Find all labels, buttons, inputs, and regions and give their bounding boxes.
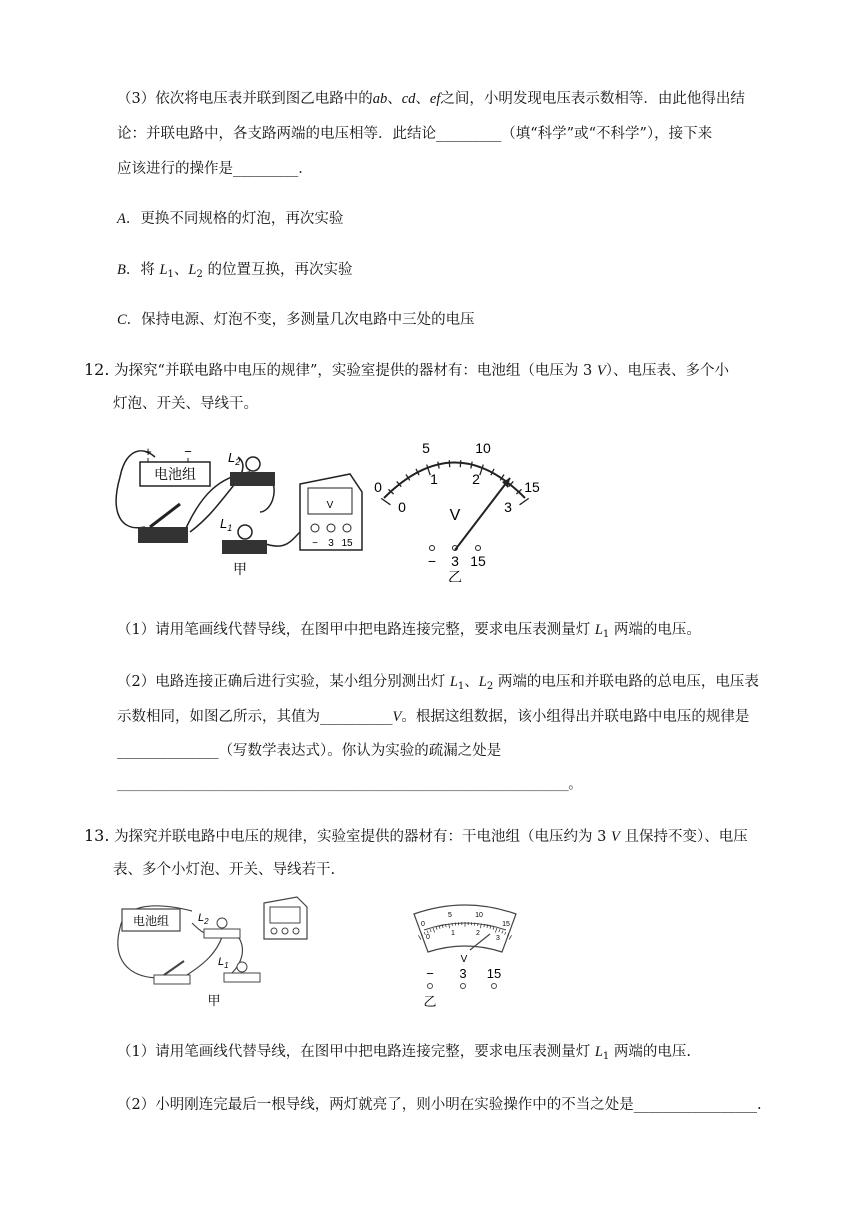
bulb-l1-label: $L_1$: [220, 516, 233, 533]
dial-arc: [384, 463, 525, 499]
option-b: B．将 $L_1$、$L_2$ 的位置互换，再次实验: [117, 262, 353, 280]
battery-minus: −: [184, 444, 192, 459]
terminal-15: 15: [486, 966, 502, 981]
lower-scale-3: 3: [504, 499, 512, 515]
battery-label: 电池组: [154, 466, 196, 482]
bulb-l2-label: $L_2$: [228, 450, 241, 467]
upper-scale-15: 15: [502, 921, 510, 928]
lower-scale-3: 3: [496, 935, 500, 942]
part3-line1: （3）依次将电压表并联到图乙电路中的ab、cd、ef之间，小明发现电压表示数相等．由此他得出结: [117, 91, 745, 107]
dial-letter: V: [449, 507, 461, 524]
switch-lever: [164, 961, 184, 975]
terminal: [327, 524, 335, 532]
terminal-15: 15: [470, 553, 486, 569]
dial-tick: [471, 462, 472, 469]
question-number: 12.: [84, 360, 110, 379]
dial-tick: [520, 498, 529, 504]
bulb-l1-label: $L_1$: [218, 956, 229, 970]
q13-sub1: （1）请用笔画线代替导线，在图甲中把电路连接完整，要求电压表测量灯 $L_1$ 两端的电压.: [117, 1044, 692, 1062]
terminal: [428, 984, 433, 989]
switch-base: [138, 527, 188, 543]
dial-tick: [509, 935, 512, 939]
wire: [118, 928, 160, 978]
lower-scale-1: 1: [451, 930, 455, 937]
bulb-l1: [238, 525, 252, 539]
upper-scale-5: 5: [448, 912, 452, 919]
lower-scale-2: 2: [472, 471, 480, 487]
terminal-3: 3: [328, 538, 334, 549]
option-a: A．更换不同规格的灯泡，再次实验: [117, 211, 344, 227]
terminal: [492, 984, 497, 989]
q12-sub2-line4: __________________________________________________________________________。: [117, 777, 582, 792]
q12-sub2-line3: ______________（写数学表达式）。你认为实验的疏漏之处是: [117, 743, 502, 759]
q12-circuit-figure: [110, 432, 370, 582]
terminal: [271, 928, 277, 934]
dial-tick: [381, 498, 390, 504]
dial-pointer: [455, 478, 510, 550]
figure-caption: 乙: [423, 994, 437, 1009]
q13-sub2: （2）小明刚连完最后一根导线，两灯就亮了，则小明在实验操作中的不当之处是_________________.: [117, 1097, 762, 1113]
q13-circuit-figure: [112, 893, 322, 1013]
part3-line2: 论：并联电路中，各支路两端的电压相等．此结论_________（填“科学”或“不科学”），接下来: [117, 126, 713, 142]
upper-scale-0: 0: [374, 479, 382, 495]
figure-caption: 甲: [207, 993, 221, 1008]
q12-line2: 灯泡、开关、导线干。: [113, 396, 258, 412]
voltmeter-letter: V: [326, 500, 334, 511]
terminal-15: 15: [341, 538, 353, 549]
lower-scale-0: 0: [398, 499, 406, 515]
voltmeter-dial: [270, 907, 300, 923]
terminal-minus: −: [426, 966, 434, 981]
lower-scale-2: 2: [476, 930, 480, 937]
battery-plus: +: [144, 444, 152, 459]
bulb-l2-label: $L_2$: [198, 912, 209, 926]
dial-letter: V: [460, 954, 468, 965]
switch-lever: [150, 504, 180, 527]
q12-meter-dial: [370, 432, 545, 582]
bulb-l2-base: [204, 929, 240, 938]
q12-sub2-line1: （2）电路连接正确后进行实验，某小组分别测出灯 $L_1$、$L_2$ 两端的电压和并联电路的总电压，电压表: [117, 674, 759, 692]
question-number: 13.: [84, 826, 110, 845]
upper-scale-10: 10: [475, 912, 483, 919]
terminal: [430, 546, 435, 551]
upper-scale-5: 5: [422, 440, 430, 456]
terminal-minus: −: [312, 538, 318, 549]
bulb-l1-base: [222, 540, 267, 554]
upper-scale-15: 15: [524, 479, 540, 495]
switch-base: [154, 975, 190, 984]
terminal: [311, 524, 319, 532]
terminal-minus: −: [427, 553, 437, 569]
terminal-3: 3: [459, 966, 467, 981]
bulb-l2: [246, 457, 260, 471]
terminal: [476, 546, 481, 551]
bulb-l2-base: [230, 472, 275, 486]
q13-meter-dial: [410, 900, 520, 1010]
bulb-l1-base: [224, 973, 260, 982]
terminal: [282, 928, 288, 934]
upper-scale-10: 10: [475, 440, 491, 456]
terminal: [343, 524, 351, 532]
q12-line1: 12. 为探究“并联电路中电压的规律”，实验室提供的器材有：电池组（电压为 3 V）、电压表、多个小: [84, 360, 729, 379]
figure-caption: 甲: [233, 561, 247, 577]
q12-sub2-line2: 示数相同，如图乙所示，其值为__________V。根据这组数据，该小组得出并联电路中电压的规律是: [117, 709, 750, 725]
battery-label: 电池组: [132, 914, 170, 928]
terminal: [293, 928, 299, 934]
dial-tick: [438, 462, 439, 469]
lower-scale-1: 1: [430, 471, 438, 487]
option-c: C．保持电源、灯泡不变，多测量几次电路中三处的电压: [117, 312, 475, 328]
q13-line1: 13. 为探究并联电路中电压的规律，实验室提供的器材有：干电池组（电压约为 3 V 且保持不变）、电压: [84, 826, 748, 845]
wire: [182, 937, 222, 978]
dial-tick: [418, 935, 421, 939]
terminal-3: 3: [451, 553, 459, 569]
bulb-l2: [217, 918, 227, 928]
part3-line3: 应该进行的操作是_________．: [117, 161, 313, 177]
q12-sub1: （1）请用笔画线代替导线，在图甲中把电路连接完整，要求电压表测量灯 $L_1$ 两端的电压。: [117, 622, 701, 640]
terminal: [461, 984, 466, 989]
bulb-l1: [237, 962, 247, 972]
upper-scale-0: 0: [421, 921, 425, 928]
figure-caption: 乙: [448, 569, 462, 582]
q13-line2: 表、多个小灯泡、开关、导线若干.: [113, 862, 336, 878]
lower-scale-0: 0: [426, 934, 430, 941]
